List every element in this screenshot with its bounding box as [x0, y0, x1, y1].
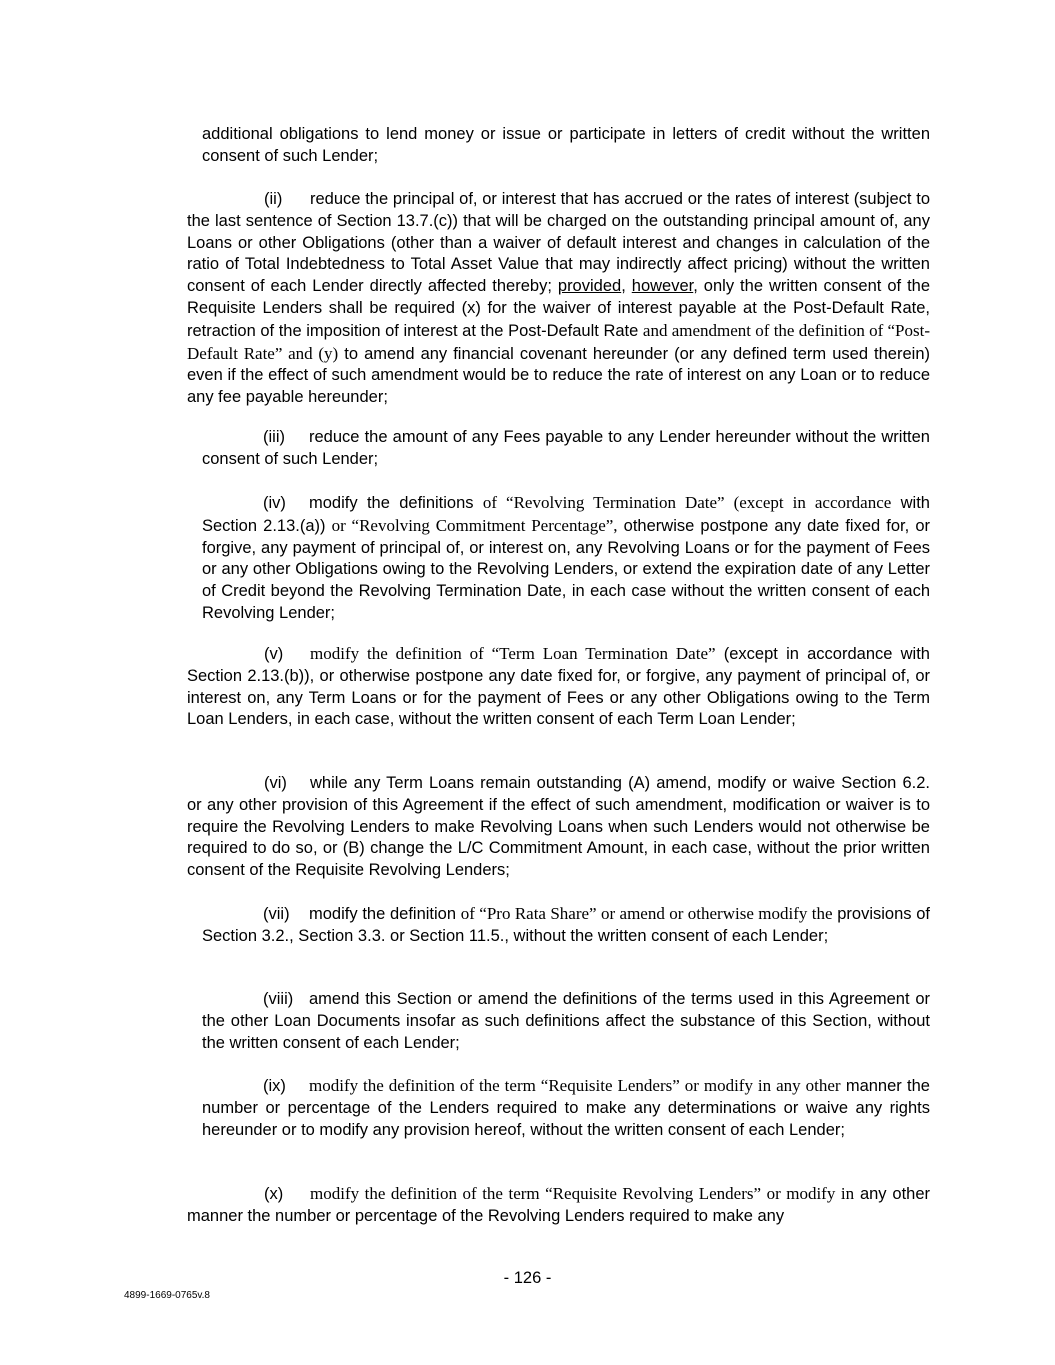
paragraph-vii: (vii) modify the definition of “Pro Rata Share” or amend or otherwise modify the provisions of Section 3.2., Section 3.3. or Section 11.5., without the written consent of each Lender;	[202, 904, 930, 945]
paragraph-ix: (ix) modify the definition of the term “Requisite Lenders” or modify in any other manner the number or percentage of the Lenders required to make any determinations or waive any rights hereunder or to modify any provision hereof, without the written consent of each Lender;	[202, 1076, 930, 1139]
paragraph-v: (v) modify the definition of “Term Loan Termination Date” (except in accordance with Section 2.13.(b)), or otherwise postpone any date fixed for, or forgive, any payment of principal of, or interest on, any Term Loans or for the payment of Fees or any other Obligations owing to the Term Loan Lenders, in each case, without the written consent of each Term Loan Lender;	[187, 644, 930, 729]
provided-term: provided	[557, 277, 622, 296]
document-id: 4899-1669-0765v.8	[124, 1290, 210, 1301]
clause-number: (ii)	[264, 190, 283, 208]
paragraph-iv: (iv) modify the definitions of “Revolving Termination Date” (except in accordance with Section 2.13.(a)) or “Revolving Commitment Percentage”, otherwise postpone any date fixed for, or forgive, any payment of principal of, or interest on, any Revolving Loans or for the payment of Fees or any other Obligations owing to the Revolving Lenders, or extend the expiration date of any Letter of Credit beyond the Revolving Termination Date, in each case without the written consent of each Revolving Lender;	[202, 493, 930, 622]
clause-number: (iv)	[263, 494, 286, 512]
paragraph-ii: (ii) reduce the principal of, or interest that has accrued or the rates of interest (subject to the last sentence of Section 13.7.(c)) that will be charged on the outstanding principal amount of, any Loans or other Obligations (other than a waiver of default interest and changes in calculation of the ratio of Total Indebtedness to Total Asset Value that may indirectly affect pricing) without the written consent of each Lender directly affected thereby; provided, however, only the written consent of the Requisite Lenders shall be required (x) for the waiver of interest payable at the Post-Default Rate, retraction of the imposition of interest at the Post-Default Rate and amendment of the definition of “Post-Default Rate” and (y) to amend any financial covenant hereunder (or any defined term used therein) even if the effect of such amendment would be to reduce the rate of interest on any Loan or to reduce any fee payable hereunder;	[187, 190, 931, 407]
paragraph-continuation: additional obligations to lend money or issue or participate in letters of credit without the written consent of such Lender;	[202, 125, 930, 165]
clause-number: (vi)	[264, 774, 287, 792]
page-number: - 126 -	[503, 1269, 552, 1287]
clause-number: (ix)	[263, 1077, 286, 1095]
clause-number: (viii)	[263, 990, 294, 1008]
however-term: however	[631, 277, 694, 296]
paragraph-x: (x) modify the definition of the term “Requisite Revolving Lenders” or modify in any other manner the number or percentage of the Revolving Lenders required to make any	[187, 1184, 931, 1225]
paragraph-iii: (iii) reduce the amount of any Fees payable to any Lender hereunder without the written consent of such Lender;	[202, 428, 930, 468]
paragraph-vi: (vi) while any Term Loans remain outstanding (A) amend, modify or waive Section 6.2. or any other provision of this Agreement if the effect of such amendment, modification or waiver is to require the Revolving Lenders to make Revolving Loans when such Lenders would not otherwise be required to do so, or (B) change the L/C Commitment Amount, in each case, without the prior written consent of the Requisite Revolving Lenders;	[187, 774, 930, 880]
clause-number: (vii)	[263, 905, 290, 923]
clause-number: (v)	[264, 645, 284, 663]
clause-number: (x)	[264, 1185, 284, 1203]
paragraph-viii: (viii) amend this Section or amend the definitions of the terms used in this Agreement or the other Loan Documents insofar as such definitions affect the substance of this Section, without the written consent of each Lender;	[202, 990, 930, 1052]
clause-number: (iii)	[263, 428, 285, 446]
